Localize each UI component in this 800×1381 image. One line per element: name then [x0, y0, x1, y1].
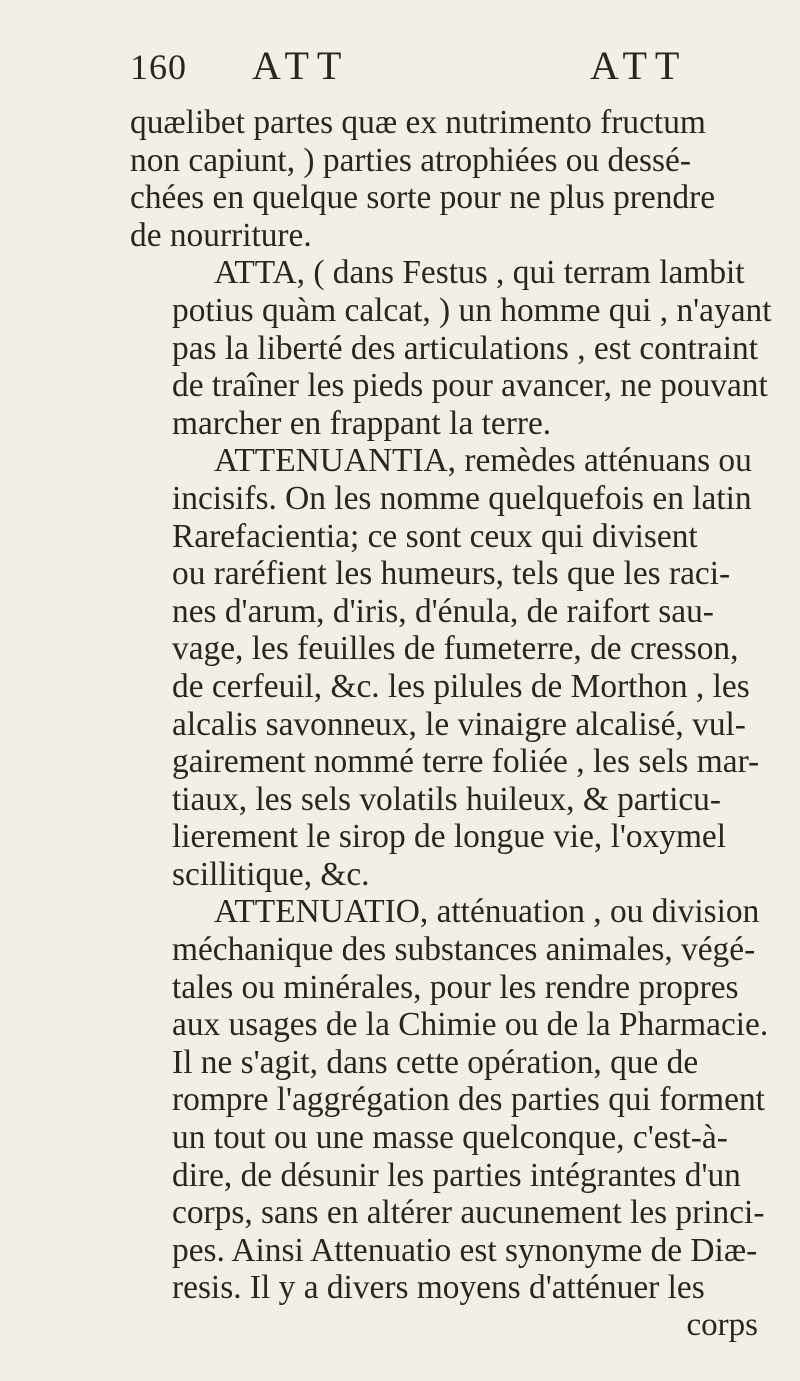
text-line: ATTENUATIO, atténuation , ou division: [214, 893, 760, 931]
running-head-left: ATT: [252, 43, 350, 88]
text-line: alcalis savonneux, le vinaigre alcalisé, vul-: [172, 705, 746, 743]
text-line: marcher en frappant la terre.: [172, 404, 552, 442]
text-line: de nourriture.: [130, 216, 312, 254]
text-line: Il ne s'agit, dans cette opération, que de: [172, 1043, 699, 1081]
body-text: [130, 104, 772, 1307]
text-line: aux usages de la Chimie ou de la Pharmacie.: [172, 1006, 769, 1044]
entry-attenuatio: [130, 893, 769, 1307]
text-line: dire, de désunir les parties intégrantes d'un: [172, 1156, 741, 1194]
page-number: 160: [130, 47, 187, 87]
page-header: [130, 40, 758, 98]
paragraph-continuation: [130, 104, 758, 254]
text-line: nes d'arum, d'iris, d'énula, de raifort sau-: [172, 592, 714, 630]
text-line: vage, les feuilles de fumeterre, de cresson,: [172, 630, 739, 668]
text-line: méchanique des substances animales, végé-: [172, 931, 756, 969]
text-line: corps, sans en altérer aucunement les princi-: [172, 1194, 765, 1232]
text-line: chées en quelque sorte pour ne plus prendre: [130, 179, 716, 217]
text-line: pas la liberté des articulations , est contraint: [172, 329, 758, 367]
catchword: corps: [686, 1307, 758, 1343]
text-line: un tout ou une masse quelconque, c'est-à-: [172, 1119, 728, 1157]
text-line: ATTA, ( dans Festus , qui terram lambit: [214, 254, 745, 292]
entry-attenuantia: [130, 442, 758, 893]
text-line: rompre l'aggrégation des parties qui forment: [172, 1081, 765, 1119]
text-line: non capiunt, ) parties atrophiées ou dessé-: [130, 141, 691, 179]
text-line: scillitique, &c.: [172, 855, 370, 893]
text-line: tiaux, les sels volatils huileux, & particu-: [172, 780, 721, 818]
running-head-right: ATT: [590, 43, 688, 88]
text-line: lierement le sirop de longue vie, l'oxymel: [172, 818, 727, 856]
text-line: gairement nommé terre foliée , les sels mar-: [172, 743, 760, 781]
text-line: ou raréfient les humeurs, tels que les raci-: [172, 555, 731, 593]
text-line: pes. Ainsi Attenuatio est synonyme de Diæ-: [172, 1231, 758, 1269]
entry-atta: [130, 254, 772, 442]
text-line: de cerfeuil, &c. les pilules de Morthon , les: [172, 667, 750, 705]
text-line: incisifs. On les nomme quelquefois en latin: [172, 479, 752, 517]
text-line: quælibet partes quæ ex nutrimento fructum: [130, 104, 706, 141]
text-line: resis. Il y a divers moyens d'atténuer les: [172, 1269, 705, 1307]
text-line: tales ou minérales, pour les rendre propres: [172, 968, 739, 1006]
text-line: de traîner les pieds pour avancer, ne pouvant: [172, 367, 768, 405]
text-line: potius quàm calcat, ) un homme qui , n'ayant: [172, 291, 772, 329]
text-line: ATTENUANTIA, remèdes atténuans ou: [214, 442, 752, 480]
text-line: Rarefacientia; ce sont ceux qui divisent: [172, 517, 698, 555]
